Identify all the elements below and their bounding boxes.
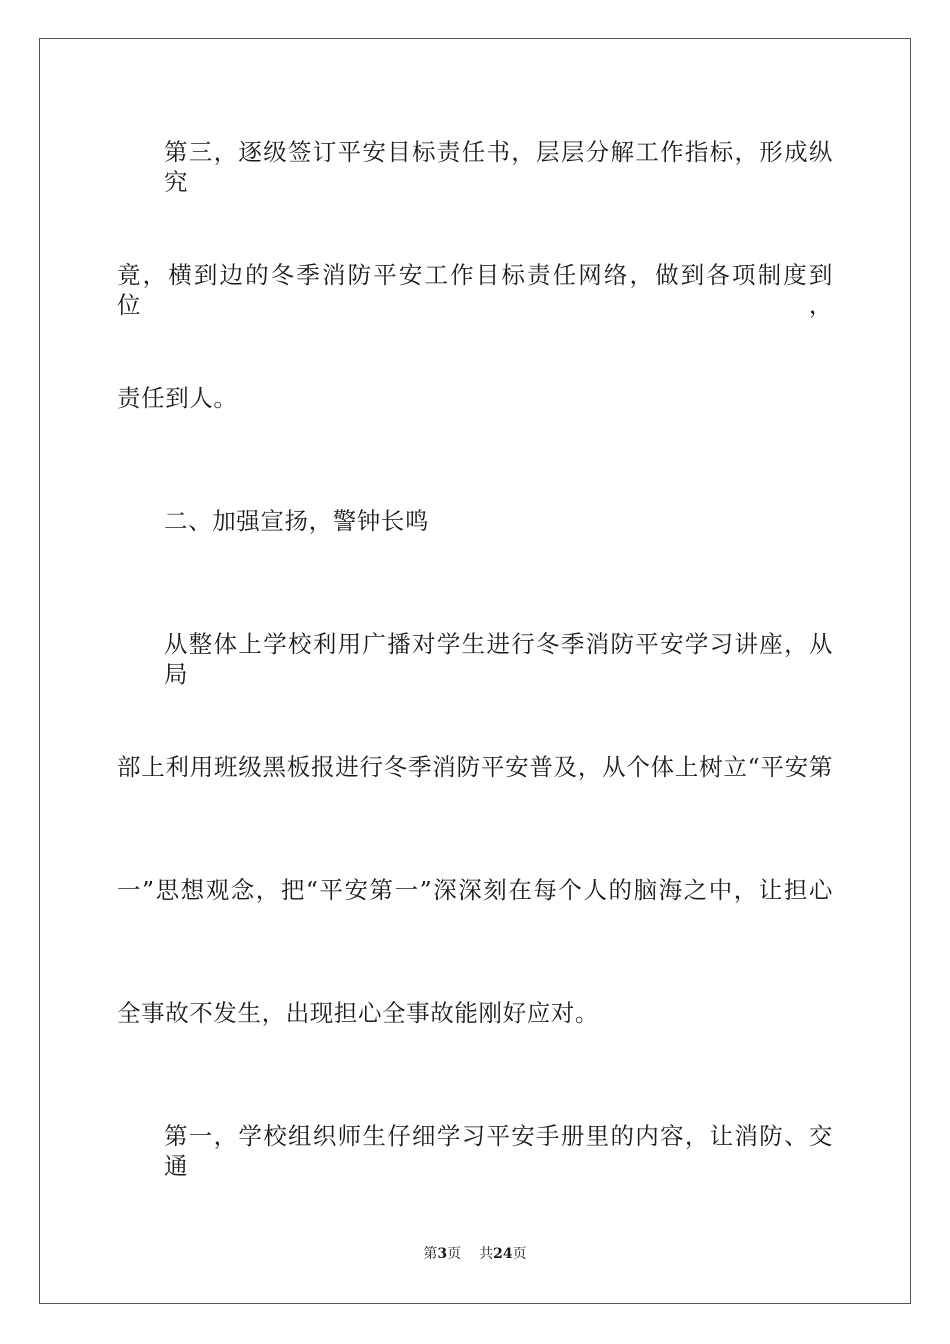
total-pages: 24 (493, 1246, 513, 1262)
paragraph-line: 竟，横到边的冬季消防平安工作目标责任网络，做到各项制度到位， (117, 261, 833, 319)
total-suffix: 页 (512, 1246, 527, 1262)
page-footer (0, 1245, 950, 1263)
section-heading: 二、加强宣扬，警钟长鸣 (164, 507, 430, 535)
page-suffix: 页 (447, 1246, 462, 1262)
paragraph-line: 一”思想观念，把“平安第一”深深刻在每个人的脑海之中，让担心 (117, 876, 833, 904)
paragraph-line: 从整体上学校利用广播对学生进行冬季消防平安学习讲座，从局 (164, 630, 833, 688)
total-prefix: 共 (479, 1246, 494, 1262)
page-number: 3 (437, 1246, 448, 1262)
page-prefix: 第 (423, 1246, 438, 1262)
paragraph-line: 部上利用班级黑板报进行冬季消防平安普及，从个体上树立“平安第 (117, 753, 833, 781)
paragraph-line: 全事故不发生，出现担心全事故能刚好应对。 (117, 999, 599, 1027)
paragraph-line: 第三，逐级签订平安目标责任书，层层分解工作指标，形成纵究 (164, 138, 833, 196)
paragraph-line: 责任到人。 (117, 384, 238, 412)
paragraph-line: 第一，学校组织师生仔细学习平安手册里的内容，让消防、交通 (164, 1122, 833, 1180)
